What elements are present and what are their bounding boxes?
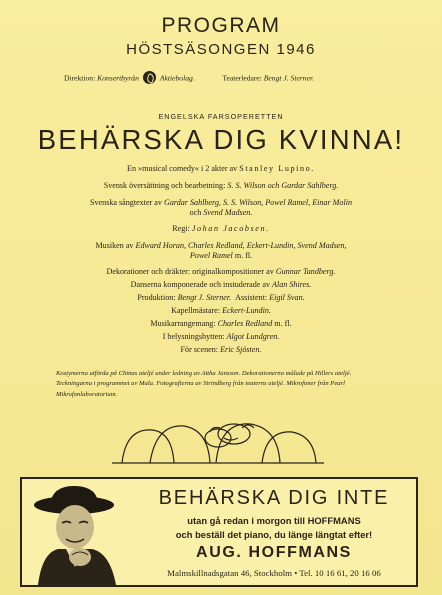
- credit-conductor: [0, 306, 442, 315]
- credit-music: [0, 241, 442, 250]
- credit-text: Svensk översättning och bearbetning:: [103, 181, 226, 190]
- company-suffix: Aktiebolag.: [159, 73, 195, 83]
- theater-label: Teaterledare:: [222, 73, 262, 83]
- credit-lyrics: [0, 198, 442, 207]
- theater-value: Bengt J. Sterner.: [263, 73, 314, 83]
- credit-name: Bengt J. Sterner.: [177, 293, 232, 302]
- credit-name: Alan Shires.: [272, 280, 312, 289]
- credit-text: Assistent:: [235, 293, 268, 302]
- play-title: BEHÄRSKA DIG KVINNA!: [37, 124, 405, 155]
- credit-lighting: [0, 332, 442, 341]
- credit-name: Charles Redland: [217, 319, 273, 328]
- season-heading: HÖSTSÄSONGEN 1946: [126, 41, 316, 58]
- direction-label: Direktion:: [64, 73, 96, 83]
- credit-name: Algot Lundgren.: [226, 332, 280, 341]
- credit-name: Gardar Sahlberg, S. S. Wilson, Powel Ramel, Einar Molin: [163, 198, 352, 207]
- credit-text: m. fl.: [234, 251, 253, 260]
- credit-text: m. fl.: [274, 319, 292, 328]
- credit-name: S. S. Wilson och Gardar Sahlberg.: [227, 181, 339, 190]
- credit-music-cont: [0, 251, 442, 260]
- credit-name: Eckert-Lundin.: [222, 306, 271, 315]
- credit-director: [0, 224, 442, 233]
- credit-translation: [0, 181, 442, 190]
- ad-company: AUG. HOFFMANS: [196, 544, 352, 561]
- credit-text: En »musical comedy« i 2 akter av: [127, 164, 238, 173]
- credit-name: Edward Horan, Charles Redland, Eckert-Lundin, Svend Madsen,: [135, 241, 347, 250]
- program-heading: PROGRAM: [161, 14, 281, 37]
- credit-name: Gunnar Tandberg.: [275, 267, 336, 276]
- ad-line-2: och beställ det piano, du länge längtat efter!: [175, 529, 373, 540]
- credit-name: Eigil Svan.: [269, 293, 305, 302]
- credit-decor: [0, 267, 442, 276]
- direction-value: Konsertbyrån: [97, 73, 139, 83]
- credit-name: Johan Jacobsen.: [191, 224, 270, 233]
- credit-text: och: [189, 208, 202, 217]
- production-note: Kostymerna utförda på Chinas ateljé under ledning av Attha Jansson. Dekorationerna målade på Hillers ateljé. Teckningarna i programmet av Mala. Fotografierna av Strindberg från teaterns ateljé. Mikrofoner från Pearl Mikrofonlaboratorium.: [56, 370, 352, 398]
- credit-author: [0, 164, 442, 173]
- credit-text: Dekorationer och dräkter: originalkompositioner av: [106, 267, 274, 276]
- credit-stage: [0, 345, 442, 354]
- credit-text: I belysningshytten:: [162, 332, 225, 341]
- credit-text: För scenen:: [180, 345, 219, 354]
- theater-seats-drawing: [112, 408, 324, 468]
- company-logo-icon: [143, 71, 156, 84]
- credit-text: Musiken av: [95, 241, 134, 250]
- ad-address: Malmskillnadsgatan 46, Stockholm • Tel. 10 16 61, 20 16 06: [167, 568, 381, 578]
- credit-production: [0, 293, 442, 302]
- credit-name: Eric Sjösten.: [220, 345, 262, 354]
- ad-line-1: utan gå redan i morgon till HOFFMANS: [187, 515, 361, 526]
- credit-text: Svenska sångtexter av: [90, 198, 162, 207]
- credit-text: Kapellmästare:: [171, 306, 221, 315]
- credit-text: Danserna komponerade och instuderade av: [130, 280, 271, 289]
- credit-name: Svend Madsen.: [203, 208, 253, 217]
- credit-text: Produktion:: [137, 293, 176, 302]
- direction-line: [64, 72, 384, 85]
- credit-name: Stanley Lupino.: [239, 164, 315, 173]
- credit-text: Musikarrangemang:: [150, 319, 216, 328]
- credit-dances: [0, 280, 442, 289]
- play-subtitle: ENGELSKA FARSOPERETTEN: [158, 112, 284, 121]
- credit-name: Powel Ramel: [189, 251, 233, 260]
- credit-arrangement: [0, 319, 442, 328]
- ad-headline: BEHÄRSKA DIG INTE: [158, 487, 390, 509]
- credit-lyrics-cont: [0, 208, 442, 217]
- hoffmans-advertisement: [20, 477, 418, 587]
- man-in-hat-photo: [28, 483, 126, 585]
- credit-text: Regi:: [172, 224, 190, 233]
